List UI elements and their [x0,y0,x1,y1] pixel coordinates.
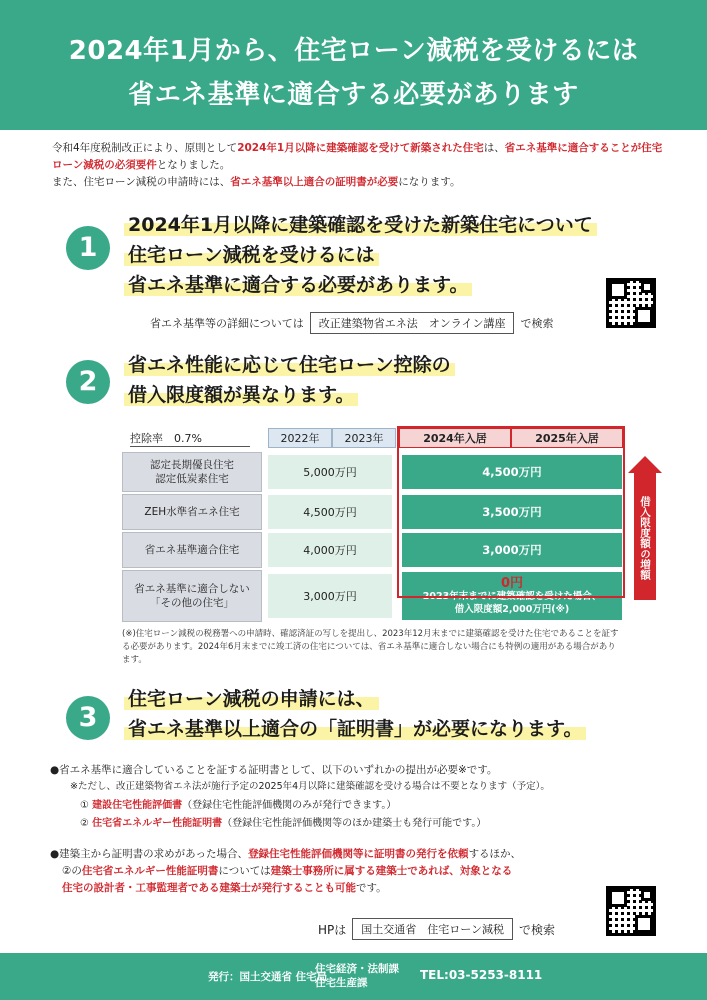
rate-underline [130,446,250,447]
row-label-long-term: 認定長期優良住宅 認定低炭素住宅 [122,452,262,492]
hp-search-guide [318,918,555,940]
bullet-2-text: ②の [62,865,82,877]
search-prefix: 省エネ基準等の詳細については [150,317,304,330]
section3-line1: 住宅ローン減税の申請には、 [124,688,379,710]
section1-line1: 2024年1月以降に建築確認を受けた新築住宅について [124,214,597,236]
section-number-3: 3 [66,696,110,740]
bullet-2-text: ●建築主から証明書の求めがあった場合、 [50,848,249,860]
section3-line2: 省エネ基準以上適合の「証明書」が必要になります。 [124,718,586,740]
arrow-up-icon [634,456,656,600]
section2-line2: 借入限度額が異なります。 [124,384,358,406]
bullet-1-note: ※ただし、改正建築物省エネ法が施行予定の2025年4月以降に建築確認を受ける場合は不要となります（予定）。 [70,781,550,792]
cert-item-2 [80,816,486,831]
bullet-1: ●省エネ基準に適合していることを証する証明書として、以下のいずれかの提出が必要※です。 [50,764,498,776]
cell-before: 3,000万円 [268,574,392,618]
cell-before: 4,500万円 [268,495,392,529]
footer-bar [0,953,707,1000]
department-2: 住宅生産課 [315,977,368,989]
item-number: ① [80,800,89,811]
intro-text-part: 令和4年度税制改正により、原則として [52,142,238,154]
intro-text-part: になります。 [398,176,461,188]
bullet-2 [50,846,660,897]
year-header-2024: 2024年入居 [399,428,511,448]
row-label-standard: 省エネ基準適合住宅 [122,532,262,568]
intro-text-part: また、住宅ローン減税の申請時には、 [52,176,231,188]
cert-item-1 [80,798,396,813]
deduction-rate-label: 控除率 0.7% [130,432,202,445]
phone-number[interactable]: TEL:03-5253-8111 [420,968,543,982]
cell-after: 3,500万円 [402,495,622,529]
hp-search-term-box[interactable]: 国土交通省 住宅ローン減税 [352,918,513,940]
hp-suffix: で検索 [519,922,556,937]
bullet-2-highlight: 住宅の設計者・工事監理者である建築士が発行することも可能 [62,882,356,894]
bullet-2-highlight: 登録住宅性能評価機関等に証明書の発行を依頼 [248,848,469,860]
section-number-1: 1 [66,226,110,270]
qr-code-icon[interactable] [606,278,656,328]
section2-heading [124,352,455,408]
cell-before: 5,000万円 [268,455,392,489]
arrow-label: 借入限度額の増額 [634,472,656,600]
section1-line2: 住宅ローン減税を受けるには [124,244,379,266]
cell-after: 4,500万円 [402,455,622,489]
qr-code-icon[interactable] [606,886,656,936]
section1-line3: 省エネ基準に適合する必要があります。 [124,274,472,296]
year-header-2025: 2025年入居 [511,428,623,448]
cert-name: 建設住宅性能評価書 [92,800,183,811]
year-header-2023: 2023年 [332,428,396,448]
hp-prefix: HPは [318,922,347,937]
cell-before: 4,000万円 [268,533,392,567]
header-banner [0,0,707,130]
section3-heading [124,686,586,742]
cert-desc: （登録住宅性能評価機関のみが発行できます。） [182,800,397,811]
intro-text [52,140,664,191]
departments [315,962,399,990]
bullet-2-text: です。 [356,882,387,894]
intro-highlight: 省エネ基準に適合することが住宅ローン減税の必須要件 [52,142,663,171]
section2-line1: 省エネ性能に応じて住宅ローン控除の [124,354,455,376]
search-guide-1 [150,312,553,334]
publisher: 発行：国土交通省 住宅局 [208,971,328,983]
intro-text-part: は、 [483,142,505,154]
search-term-box[interactable]: 改正建築物省エネ法 オンライン講座 [310,312,515,334]
bullet-2-highlight: 住宅省エネルギー性能証明書 [81,865,219,877]
row-label-zeh: ZEH水準省エネ住宅 [122,494,262,530]
bullet-2-text: については [218,865,271,877]
page-title-line2: 省エネ基準に適合する必要があります [128,80,579,110]
page-title-line1: 2024年1月から、住宅ローン減税を受けるには [68,36,639,66]
cell-after: 3,000万円 [402,533,622,567]
intro-text-part: となりました。 [156,159,231,171]
bullet-2-text: するほか、 [468,848,522,860]
section1-heading [124,212,597,298]
section-number-2: 2 [66,360,110,404]
loan-limit-table [122,428,651,628]
bullet-2-highlight: 建築士事務所に属する建築士であれば、対象となる [270,865,513,877]
cert-name: 住宅省エネルギー性能証明書 [92,818,223,829]
exception-note: 2023年末までに建築確認を受けた場合、 借入限度額2,000万円(※) [422,590,602,615]
intro-highlight: 2024年1月以降に建築確認を受けて新築された住宅 [237,142,484,154]
year-header-2022: 2022年 [268,428,332,448]
table-footnote: (※)住宅ローン減税の税務署への申請時、確認済証の写しを提出し、2023年12月末までに建築確認を受けた住宅であることを証する必要があります。2024年6月末までに竣工済の住宅については、省エネ基準に適合しない場合にも特例の適用がある場合があります。 [122,629,619,665]
new-rules-frame [397,426,625,598]
row-label-other: 省エネ基準に適合しない 「その他の住宅」 [122,570,262,622]
search-suffix: で検索 [520,317,554,330]
cert-desc: （登録住宅性能評価機関等のほか建築士も発行可能です。） [222,818,487,829]
item-number: ② [80,818,89,829]
zero-yen-label: 0円 [500,575,524,591]
intro-highlight: 省エネ基準以上適合の証明書が必要 [230,176,399,188]
department-1: 住宅経済・法制課 [315,963,399,975]
